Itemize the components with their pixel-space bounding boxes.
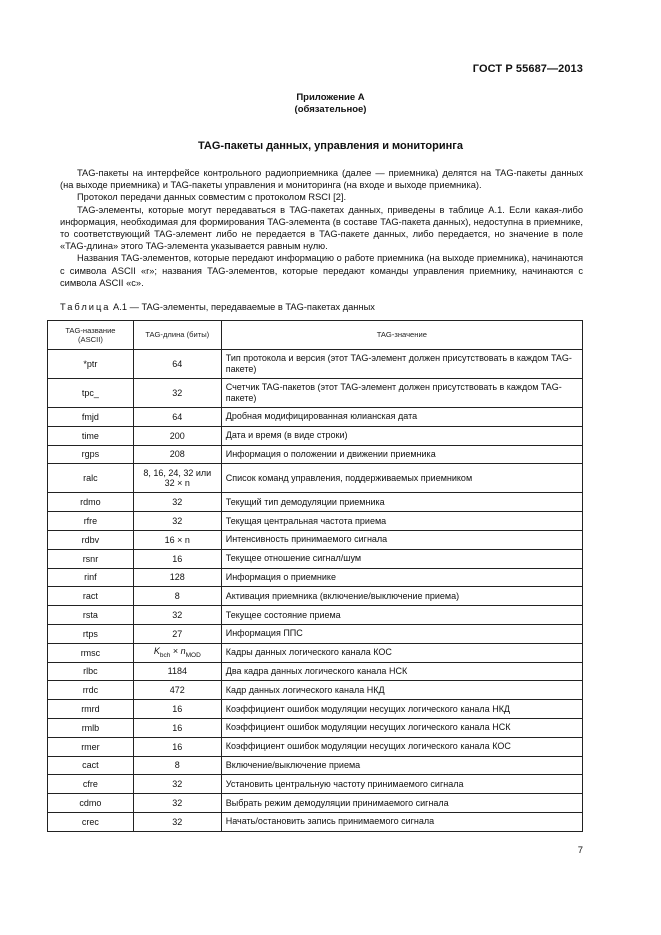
tag-length-cell: 1184: [133, 662, 221, 681]
tag-value-cell: Текущее отношение сигнал/шум: [221, 549, 582, 568]
tag-length-cell: 16 × n: [133, 530, 221, 549]
table-row: [48, 464, 583, 493]
page-number: 7: [577, 845, 583, 856]
annex-status: (обязательное): [294, 104, 367, 115]
table-row: [48, 812, 583, 831]
tag-value-cell: Интенсивность принимаемого сигнала: [221, 530, 582, 549]
tag-value-cell: Коэффициент ошибок модуляции несущих логического канала КОС: [221, 737, 582, 756]
tag-value-cell: Информация о приемнике: [221, 568, 582, 587]
table-row: [48, 643, 583, 662]
tag-length-cell: 32: [133, 493, 221, 512]
table-row: [48, 426, 583, 445]
tag-length-cell: 128: [133, 568, 221, 587]
table-body: [48, 350, 583, 832]
formula-part: bch: [159, 652, 171, 660]
tag-length-cell: 8: [133, 587, 221, 606]
tag-value-cell: Коэффициент ошибок модуляции несущих логического канала НСК: [221, 718, 582, 737]
column-header-tag-value: TAG-значение: [221, 321, 582, 350]
tag-length-cell: 32: [133, 379, 221, 408]
table-row: [48, 700, 583, 719]
column-header-tag-name: TAG-название (ASCII): [48, 321, 134, 350]
paragraph: Протокол передачи данных совместим с протоколом RSCI [2].: [77, 192, 347, 203]
table-row: [48, 445, 583, 464]
tag-name-cell: tpc_: [48, 379, 134, 408]
table-caption-prefix: Таблица: [60, 302, 111, 312]
tag-value-cell: Информация ППС: [221, 624, 582, 643]
tag-name-cell: *ptr: [48, 350, 134, 379]
tag-length-cell: 64: [133, 408, 221, 427]
tag-name-cell: cact: [48, 756, 134, 775]
body-text: [60, 167, 583, 289]
tag-length-cell: 472: [133, 681, 221, 700]
tag-length-cell: 200: [133, 426, 221, 445]
tag-name-cell: ract: [48, 587, 134, 606]
tag-name-cell: rsnr: [48, 549, 134, 568]
tag-length-cell: [133, 643, 221, 662]
tag-value-cell: Список команд управления, поддерживаемых приемником: [221, 464, 582, 493]
formula-part: ×: [170, 646, 181, 657]
tag-name-cell: fmjd: [48, 408, 134, 427]
tag-name-cell: ralc: [48, 464, 134, 493]
paragraph: TAG-элементы, которые могут передаваться в TAG-пакетах данных, приведены в таблице А.1. Если какая-либо информация, необходимая для формирования TAG-элемента (в составе TAG-пакета данных), недоступна в приемнике, то соответствующий TAG-элемент либо не передается в TAG-пакете данных, либо передается, но значение в поле «TAG-длина» этого TAG-элемента указывается равным нулю.: [60, 204, 583, 252]
tag-name-cell: rgps: [48, 445, 134, 464]
tag-name-cell: rmrd: [48, 700, 134, 719]
tag-value-cell: Кадры данных логического канала КОС: [221, 643, 582, 662]
tag-name-cell: rdmo: [48, 493, 134, 512]
table-row: [48, 624, 583, 643]
annex-label: Приложение А: [296, 92, 365, 103]
table-row: [48, 568, 583, 587]
tag-value-cell: Два кадра данных логического канала НСК: [221, 662, 582, 681]
paragraph: TAG-пакеты на интерфейсе контрольного радиоприемника (далее — приемника) делятся на TAG-пакеты данных (на выходе приемника) и TAG-пакеты управления и мониторинга (на входе и выходе приемника).: [60, 168, 583, 191]
tag-value-cell: Включение/выключение приема: [221, 756, 582, 775]
table-row: [48, 549, 583, 568]
tag-value-cell: Установить центральную частоту принимаемого сигнала: [221, 775, 582, 794]
tag-value-cell: Коэффициент ошибок модуляции несущих логического канала НКД: [221, 700, 582, 719]
tag-name-cell: cfre: [48, 775, 134, 794]
tag-name-cell: rfre: [48, 512, 134, 531]
tag-length-cell: 16: [133, 700, 221, 719]
tag-length-cell: 32: [133, 512, 221, 531]
tag-length-cell: 64: [133, 350, 221, 379]
table-row: [48, 587, 583, 606]
table-caption-number: А.1: [113, 302, 128, 312]
tag-name-cell: rmer: [48, 737, 134, 756]
tag-name-cell: time: [48, 426, 134, 445]
tag-length-cell: 16: [133, 549, 221, 568]
table-caption-text: — TAG-элементы, передаваемые в TAG-пакетах данных: [129, 302, 375, 312]
document-code: ГОСТ Р 55687—2013: [472, 63, 583, 75]
tag-name-cell: rrdc: [48, 681, 134, 700]
tag-value-cell: Текущее состояние приема: [221, 606, 582, 625]
tag-value-cell: Тип протокола и версия (этот TAG-элемент должен присутствовать в каждом TAG-пакете): [221, 350, 582, 379]
table-row: [48, 408, 583, 427]
tag-name-cell: rdbv: [48, 530, 134, 549]
table-row: [48, 681, 583, 700]
tag-value-cell: Дата и время (в виде строки): [221, 426, 582, 445]
tag-length-cell: 16: [133, 737, 221, 756]
tag-value-cell: Активация приемника (включение/выключение приема): [221, 587, 582, 606]
table-row: [48, 493, 583, 512]
tag-value-cell: Текущий тип демодуляции приемника: [221, 493, 582, 512]
tag-name-cell: rsta: [48, 606, 134, 625]
tag-value-cell: Начать/остановить запись принимаемого сигнала: [221, 812, 582, 831]
tag-elements-table: [47, 320, 583, 832]
tag-name-cell: rlbc: [48, 662, 134, 681]
tag-length-cell: 8, 16, 24, 32 или 32 × n: [133, 464, 221, 493]
tag-value-cell: Текущая центральная частота приема: [221, 512, 582, 531]
tag-value-cell: Счетчик TAG-пакетов (этот TAG-элемент должен присутствовать в каждом TAG-пакете): [221, 379, 582, 408]
tag-name-cell: rtps: [48, 624, 134, 643]
formula-part: K: [153, 646, 160, 657]
tag-value-cell: Дробная модифицированная юлианская дата: [221, 408, 582, 427]
tag-length-cell: 27: [133, 624, 221, 643]
table-row: [48, 775, 583, 794]
tag-length-cell: 32: [133, 775, 221, 794]
table-row: [48, 606, 583, 625]
table-row: [48, 718, 583, 737]
tag-value-cell: Выбрать режим демодуляции принимаемого сигнала: [221, 794, 582, 813]
table-row: [48, 737, 583, 756]
annex-title: TAG-пакеты данных, управления и мониторинга: [198, 140, 463, 152]
tag-value-cell: Информация о положении и движении приемника: [221, 445, 582, 464]
table-row: [48, 794, 583, 813]
table-row: [48, 379, 583, 408]
tag-length-cell: 32: [133, 812, 221, 831]
table-row: [48, 662, 583, 681]
table-row: [48, 350, 583, 379]
formula-part: n: [180, 646, 186, 657]
tag-name-cell: rmsc: [48, 643, 134, 662]
table-caption: [60, 302, 375, 312]
column-header-tag-length: TAG-длина (биты): [133, 321, 221, 350]
formula-part: MOD: [185, 652, 201, 660]
tag-value-cell: Кадр данных логического канала НКД: [221, 681, 582, 700]
tag-length-cell: 32: [133, 794, 221, 813]
tag-length-cell: 16: [133, 718, 221, 737]
tag-name-cell: rinf: [48, 568, 134, 587]
tag-name-cell: crec: [48, 812, 134, 831]
tag-length-cell: 32: [133, 606, 221, 625]
tag-length-cell: 8: [133, 756, 221, 775]
paragraph: Названия TAG-элементов, которые передают информацию о работе приемника (на выходе приемника), начинаются с символа ASCII «r»; названия TAG-элементов, которые передают команды управления приемнику, начинаются с символа ASCII «c».: [60, 253, 583, 288]
tag-name-cell: cdmo: [48, 794, 134, 813]
tag-length-cell: 208: [133, 445, 221, 464]
table-row: [48, 512, 583, 531]
table-row: [48, 530, 583, 549]
table-row: [48, 756, 583, 775]
tag-name-cell: rmlb: [48, 718, 134, 737]
